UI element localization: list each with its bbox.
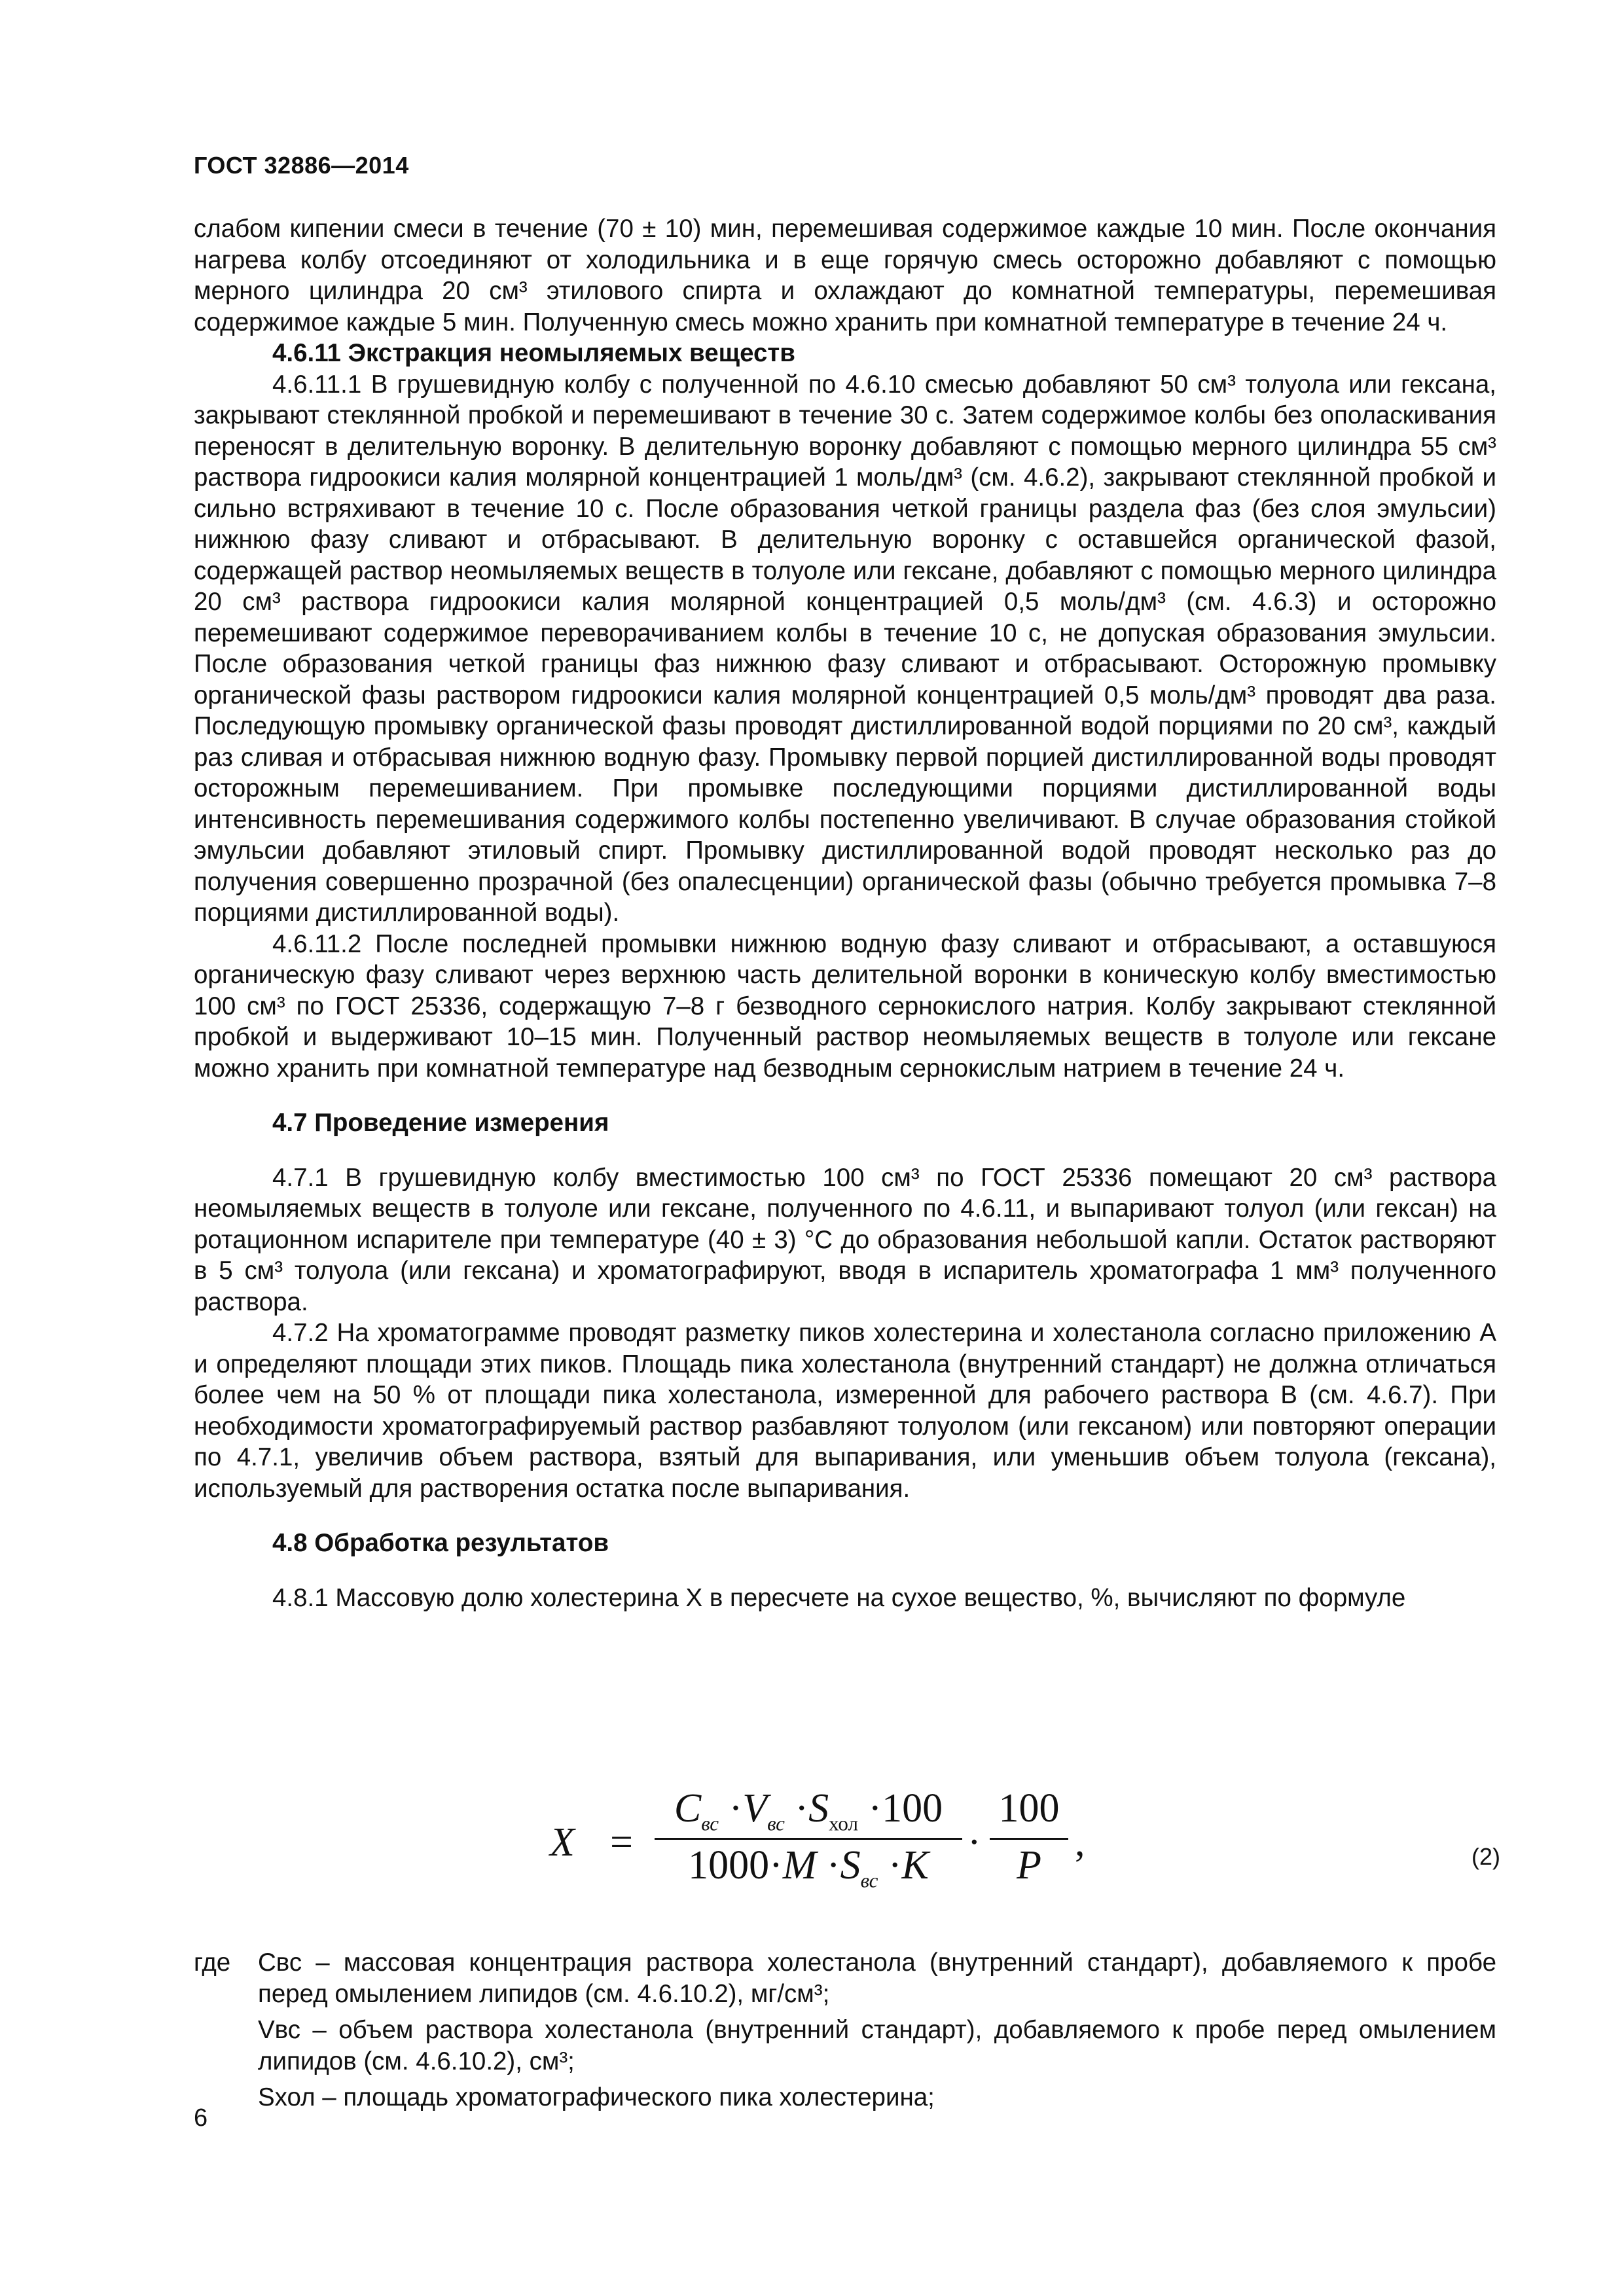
variable-definitions [194, 1947, 1496, 2113]
fraction-bar-2 [990, 1838, 1068, 1840]
page-number: 6 [194, 2104, 208, 2132]
formula-denominator-2: P [1017, 1843, 1041, 1888]
formula-comma: , [1075, 1820, 1085, 1865]
formula-fraction-percent [990, 1785, 1068, 1889]
section-heading-4-7: 4.7 Проведение измерения [272, 1109, 609, 1137]
body-text [194, 213, 1496, 1613]
paragraph-4-7-1: 4.7.1 В грушевидную колбу вместимостью 100 см³ по ГОСТ 25336 помещают 20 см³ раствора неомыляемых веществ в толуоле или гексане, полученного по 4.6.11, и выпаривают толуол (или гексан) на ротационном испарителе при температуре (40 ± 3) °С до образования небольшой капли. Остаток растворяют в 5 см³ толуола (или гексана) и хроматографируют, вводя в испаритель хроматографа 1 мм³ полученного раствора. [194, 1163, 1496, 1316]
definition-s-hol: Sхол – площадь хроматографического пика холестерина; [258, 2083, 935, 2111]
definition-c-vs: Cвс – массовая концентрация раствора холестанола (внутренний стандарт), добавляемого к пробе перед омылением липидов (см. 4.6.10.2), мг/см³; [258, 1948, 1496, 2008]
formula-2 [537, 1785, 1139, 1897]
paragraph-4-6-11-1: 4.6.11.1 В грушевидную колбу с полученной по 4.6.10 смесью добавляют 50 см³ толуола или гексана, закрывают стеклянной пробкой и перемешивают в течение 30 с. Затем содержимое колбы без ополаскивания переносят в делительную воронку. В делительную воронку добавляют с помощью мерного цилиндра 55 см³ раствора гидроокиси калия молярной концентрацией 1 моль/дм³ (см. 4.6.2), закрывают стеклянной пробкой и сильно встряхивают в течение 10 с. После образования четкой границы раздела фаз (без слоя эмульсии) нижнюю фазу сливают и отбрасывают. В делительную воронку с оставшейся органической фазой, содержащей раствор неомыляемых веществ в толуоле или гексане, добавляют с помощью мерного цилиндра 20 см³ раствора гидроокиси калия молярной концентрацией 0,5 моль/дм³ (см. 4.6.3) и осторожно перемешивают содержимое переворачиванием колбы в течение 10 с, не допуская образования эмульсии. После образования четкой границы фаз нижнюю фазу сливают и отбрасывают. Осторожную промывку органической фазы раствором гидроокиси калия молярной концентрацией 0,5 моль/дм³ проводят два раза. Последующую промывку органической фазы проводят дистиллированной водой порциями по 20 см³, каждый раз сливая и отбрасывая нижнюю водную фазу. Промывку первой порцией дистиллированной воды проводят осторожным перемешиванием. При промывке последующими порциями дистиллированной воды интенсивность перемешивания содержимого колбы постепенно увеличивают. В случае образования стойкой эмульсии добавляют этиловый спирт. Промывку дистиллированной водой проводят несколько раз до получения совершенно прозрачной (без опалесценции) органической фазы (обычно требуется промывка 7–8 порциями дистиллированной воды). [194, 370, 1496, 927]
formula-number: (2) [1471, 1843, 1500, 1870]
fraction-bar [655, 1838, 962, 1840]
formula-fraction-main [655, 1785, 962, 1892]
paragraph-4-7-2: 4.7.2 На хроматограмме проводят разметку пиков холестерина и холестанола согласно приложению А и определяют площади этих пиков. Площадь пика холестанола (внутренний стандарт) не должна отличаться более чем на 50 % от площади пика холестанола, измеренной для рабочего раствора В (см. 4.6.7). При необходимости хроматографируемый раствор разбавляют толуолом (или гексаном) или повторяют операции по 4.7.1, увеличив объем раствора, взятый для выпаривания, или уменьшив объем толуола (гексана), используемый для растворения остатка после выпаривания. [194, 1319, 1496, 1503]
formula-equals: = [610, 1820, 633, 1865]
paragraph-continuation: слабом кипении смеси в течение (70 ± 10) мин, перемешивая содержимое каждые 10 мин. После окончания нагрева колбу отсоединяют от холодильника и в еще горячую смесь осторожно добавляют с помощью мерного цилиндра 20 см³ этилового спирта и охлаждают до комнатной температуры, перемешивая содержимое каждые 5 мин. Полученную смесь можно хранить при комнатной температуре в течение 24 ч. [194, 215, 1496, 336]
section-heading-4-6-11: 4.6.11 Экстракция неомыляемых веществ [272, 339, 795, 367]
formula-denominator: $1000\cdot M \cdot S_{вс} \cdot K$ [688, 1843, 929, 1892]
formula-multiply: · [967, 1820, 981, 1865]
definition-v-vs: Vвс – объем раствора холестанола (внутренний стандарт), добавляемого к пробе перед омылением липидов (см. 4.6.10.2), см³; [258, 2016, 1496, 2075]
where-label: где [194, 1948, 231, 1977]
paragraph-4-6-11-2: 4.6.11.2 После последней промывки нижнюю водную фазу сливают и отбрасывают, а оставшуюся органическую фазу сливают через верхнюю часть делительной воронки в коническую колбу вместимостью 100 см³ по ГОСТ 25336, содержащую 7–8 г безводного сернокислого натрия. Колбу закрывают стеклянной пробкой и выдерживают 10–15 мин. Полученный раствор неомыляемых веществ в толуоле или гексане можно хранить при комнатной температуре над безводным сернокислым натрием в течение 24 ч. [194, 929, 1496, 1083]
formula-numerator: $C_{вс} \cdot V_{вс} \cdot S_{хол} \cdot 100$ [674, 1786, 943, 1835]
formula-lhs: X [550, 1820, 575, 1865]
formula-numerator-2: 100 [998, 1786, 1060, 1831]
document-header: ГОСТ 32886—2014 [194, 152, 409, 179]
section-heading-4-8: 4.8 Обработка результатов [272, 1529, 609, 1557]
paragraph-4-8-1: 4.8.1 Массовую долю холестерина X в пересчете на сухое вещество, %, вычисляют по формуле [272, 1583, 1406, 1612]
